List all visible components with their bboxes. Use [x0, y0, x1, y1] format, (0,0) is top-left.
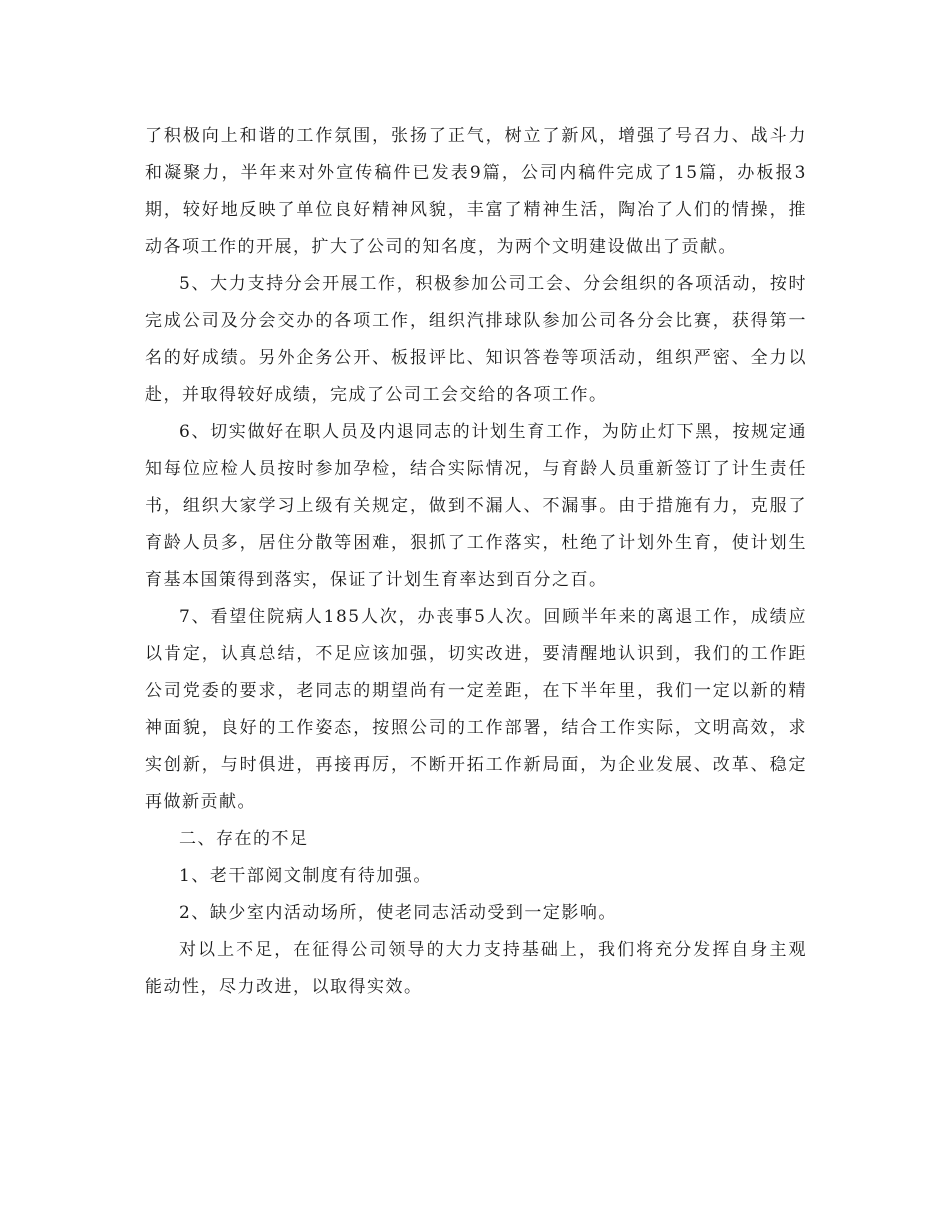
document-body	[145, 118, 807, 1006]
paragraph-shortcoming-2: 2、缺少室内活动场所，使老同志活动受到一定影响。	[179, 903, 617, 923]
section-heading-shortcomings: 二、存在的不足	[179, 829, 309, 849]
paragraph-continuation: 了积极向上和谐的工作氛围，张扬了正气，树立了新风，增强了号召力、战斗力和凝聚力，半年来对外宣传稿件已发表9篇，公司内稿件完成了15篇，办板报3期，较好地反映了单位良好精神风貌，丰富了精神生活，陶冶了人们的情操，推动各项工作的开展，扩大了公司的知名度，为两个文明建设做出了贡献。	[145, 126, 807, 257]
paragraph-item-5: 5、大力支持分会开展工作，积极参加公司工会、分会组织的各项活动，按时完成公司及分会交办的各项工作，组织汽排球队参加公司各分会比赛，获得第一名的好成绩。另外企务公开、板报评比、知识答卷等项活动，组织严密、全力以赴，并取得较好成绩，完成了公司工会交给的各项工作。	[145, 274, 807, 405]
paragraph-item-6: 6、切实做好在职人员及内退同志的计划生育工作，为防止灯下黑，按规定通知每位应检人员按时参加孕检，结合实际情况，与育龄人员重新签订了计生责任书，组织大家学习上级有关规定，做到不漏人、不漏事。由于措施有力，克服了育龄人员多，居住分散等困难，狠抓了工作落实，杜绝了计划外生育，使计划生育基本国策得到落实，保证了计划生育率达到百分之百。	[145, 422, 807, 590]
paragraph-conclusion: 对以上不足，在征得公司领导的大力支持基础上，我们将充分发挥自身主观能动性，尽力改进，以取得实效。	[145, 940, 807, 997]
paragraph-item-7: 7、看望住院病人185人次，办丧事5人次。回顾半年来的离退工作，成绩应以肯定，认真总结，不足应该加强，切实改进，要清醒地认识到，我们的工作距公司党委的要求，老同志的期望尚有一定差距，在下半年里，我们一定以新的精神面貌，良好的工作姿态，按照公司的工作部署，结合工作实际，文明高效，求实创新，与时俱进，再接再厉，不断开拓工作新局面，为企业发展、改革、稳定再做新贡献。	[145, 607, 807, 812]
paragraph-shortcoming-1: 1、老干部阅文制度有待加强。	[179, 866, 432, 886]
